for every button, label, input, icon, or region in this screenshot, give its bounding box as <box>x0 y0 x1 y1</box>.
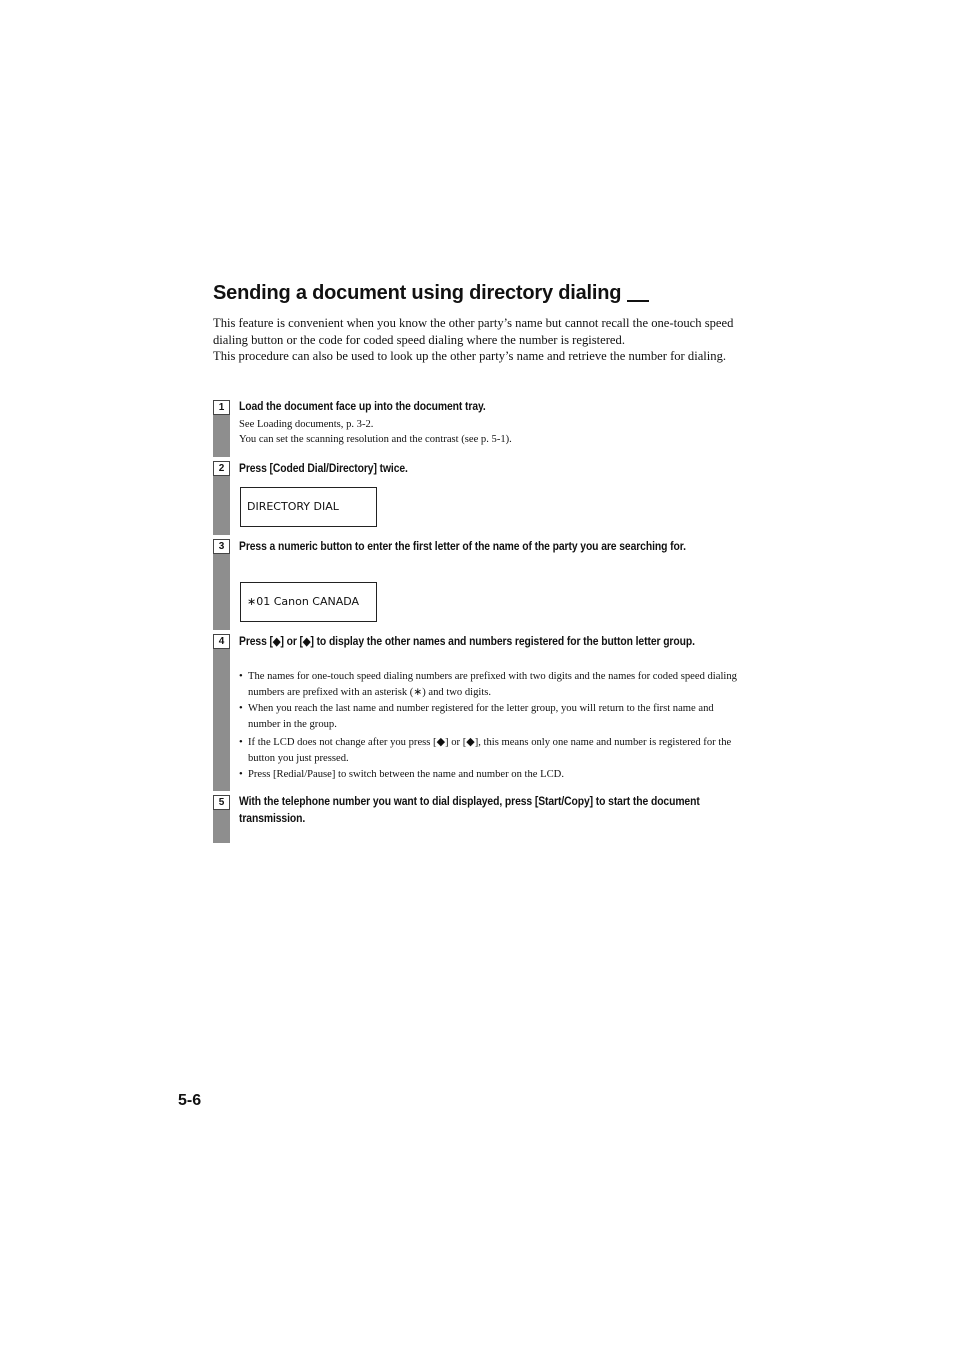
page-title: Sending a document using directory dialing <box>213 282 649 305</box>
left-arrow-icon: ◆ <box>436 736 446 748</box>
step-title-part: Press [ <box>239 636 273 648</box>
list-item: • When you reach the last name and number registered for the letter group, you will return to the first name and number in the group. <box>239 701 739 732</box>
lcd-display: DIRECTORY DIAL <box>240 487 377 527</box>
step-title-part: ] or [ <box>280 636 303 648</box>
list-item: • Press [Redial/Pause] to switch between the name and number on the LCD. <box>239 767 739 783</box>
step-title: Press a numeric button to enter the first letter of the name of the party you are searching for. <box>239 541 686 553</box>
step-number: 2 <box>213 461 230 476</box>
step-bullet-list <box>239 669 739 784</box>
step-title: With the telephone number you want to dial displayed, press [Start/Copy] to start the document transmission. <box>239 796 700 825</box>
step-number: 5 <box>213 795 230 810</box>
step-number: 3 <box>213 539 230 554</box>
step-note: See Loading documents, p. 3-2. <box>239 419 374 430</box>
bullet-part: ], this means only one name and number is registered for the button you just pressed. <box>248 737 732 764</box>
intro-paragraph: This procedure can also be used to look up the other party’s name and retrieve the number for dialing. <box>213 349 727 364</box>
step-number: 4 <box>213 634 230 649</box>
intro-paragraph: This feature is convenient when you know the other party’s name but cannot recall the one-touch speed dialing button or the code for coded speed dialing where the number is registered. <box>213 316 734 347</box>
list-item <box>239 735 739 766</box>
step-note: You can set the scanning resolution and the contrast (see p. 5-1). <box>239 434 512 445</box>
right-arrow-icon: ◆ <box>466 736 475 748</box>
bullet-part: ] or [ <box>445 737 467 748</box>
step-title <box>239 634 734 651</box>
intro-text <box>213 315 738 365</box>
page-number: 5-6 <box>178 1092 202 1109</box>
step-number: 1 <box>213 400 230 415</box>
right-arrow-icon: ◆ <box>302 636 311 648</box>
step-title-part: ] to display the other names and numbers registered for the button letter group. <box>310 636 695 648</box>
step-title: Press [Coded Dial/Directory] twice. <box>239 463 408 475</box>
step-bar <box>213 634 230 791</box>
step-title: Load the document face up into the document tray. <box>239 401 486 413</box>
list-item: • The names for one-touch speed dialing numbers are prefixed with two digits and the names for coded speed dialing numbers are prefixed with an asterisk (∗) and two digits. <box>239 669 739 700</box>
bullet-part: If the LCD does not change after you press [ <box>248 737 437 748</box>
lcd-display: ∗01 Canon CANADA <box>240 582 377 622</box>
title-rule <box>627 300 649 302</box>
left-arrow-icon: ◆ <box>272 636 281 648</box>
